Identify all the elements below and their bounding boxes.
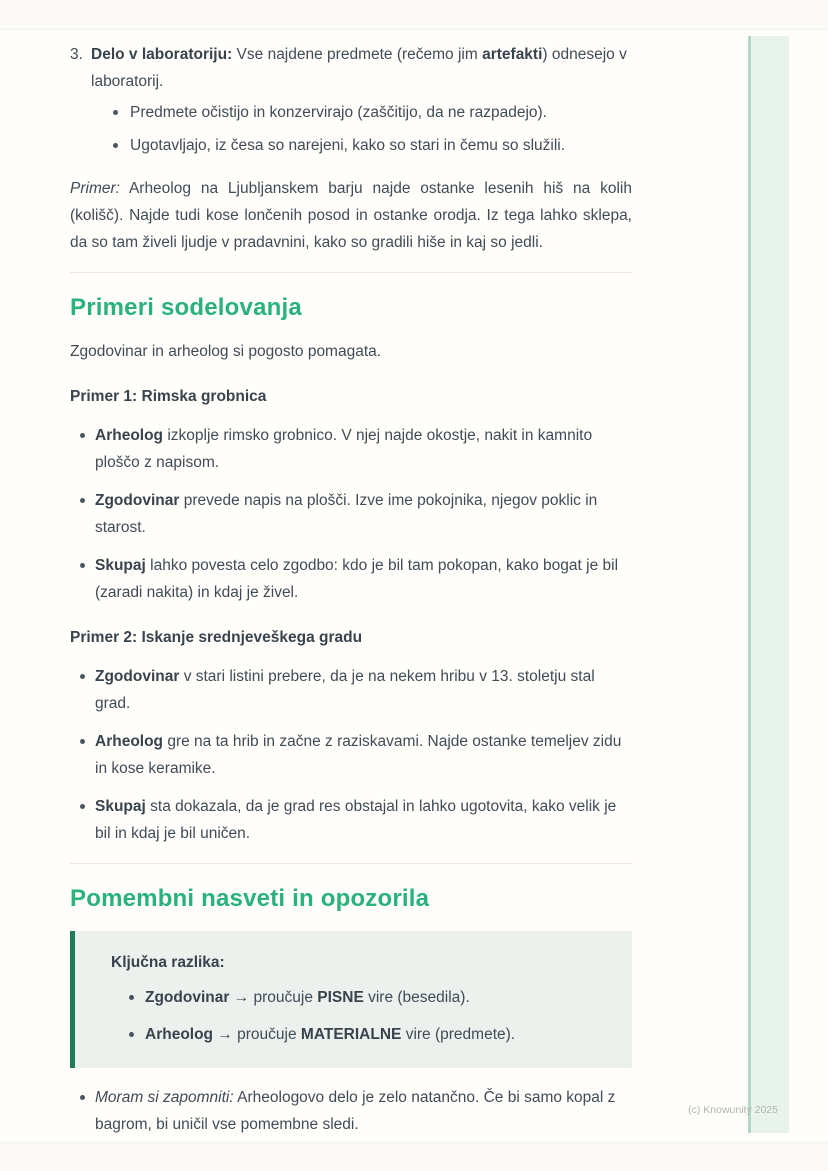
section-divider: [70, 863, 632, 864]
bullet-arrow-text: → proučuje: [229, 989, 318, 1006]
step-text-mid: Vse najdene predmete (rečemo jim: [232, 46, 483, 63]
example-text: Arheolog na Ljubljanskem barju najde ostanke lesenih hiš na kolih (kolišč). Najde tudi kose lončenih posod in ostanke orodja. Iz tega lahko sklepa, da so tam živeli ljudje v pradavnini, kako so gradili hiše in kaj so jedli.: [70, 180, 632, 251]
bullet-text: lahko povesta celo zgodbo: kdo je bil tam pokopan, kako bogat je bil (zaradi nakita) in kdaj je živel.: [95, 557, 619, 601]
section-title-collaboration: Primeri sodelovanja: [70, 294, 302, 321]
list-item: [145, 984, 608, 1011]
document-page: [0, 30, 828, 1142]
list-item: [95, 552, 632, 606]
step-title: Delo v laboratoriju:: [91, 46, 233, 63]
callout-bullet-list: [111, 984, 608, 1048]
step-number: 3.: [70, 46, 83, 63]
bullet-arrow-text: → proučuje: [213, 1026, 301, 1043]
bullet-lead: Skupaj: [95, 798, 146, 815]
note-text: Arheologovo delo je zelo natančno. Če bi samo kopal z bagrom, bi uničil vse pomembne sledi.: [95, 1089, 616, 1133]
example1-bullet-list: [70, 422, 632, 606]
note-lead: Moram si zapomniti:: [95, 1089, 234, 1106]
note-bullet-list: [70, 1084, 632, 1138]
list-item: [95, 663, 632, 717]
key-difference-callout: [70, 931, 632, 1068]
bullet-tail: vire (predmete).: [401, 1026, 516, 1043]
bullet-emphasis: MATERIALNE: [300, 1026, 402, 1043]
bullet-text: izkoplje rimsko grobnico. V njej najde okostje, nakit in kamnito ploščo z napisom.: [95, 427, 593, 471]
bullet-text: gre na ta hrib in začne z raziskavami. Najde ostanke temeljev zidu in kose keramike.: [95, 733, 622, 777]
section-title-advice: Pomembni nasveti in opozorila: [70, 885, 430, 912]
list-item: [95, 1084, 632, 1138]
list-item: [95, 728, 632, 782]
bullet-lead: Arheolog: [95, 427, 164, 444]
example2-title: Primer 2: Iskanje srednjeveškega gradu: [70, 629, 363, 646]
step-text: [91, 41, 632, 95]
document-content: [70, 36, 632, 1138]
step-emphasis: artefakti: [482, 46, 543, 63]
example1-title: Primer 1: Rimska grobnica: [70, 388, 267, 405]
copyright-watermark: (c) Knowunity 2025: [688, 1104, 778, 1116]
list-item: Ugotavljajo, iz česa so narejeni, kako so stari in čemu so služili.: [130, 132, 632, 159]
step-body: [91, 41, 632, 159]
bullet-text: v stari listini prebere, da je na nekem hribu v 13. stoletju stal grad.: [95, 668, 595, 712]
collaboration-intro: Zgodovinar in arheolog si pogosto pomagata.: [70, 343, 382, 360]
bullet-tail: vire (besedila).: [363, 989, 470, 1006]
callout-title: Ključna razlika:: [111, 954, 225, 971]
example-paragraph: [70, 175, 632, 256]
bullet-text: sta dokazala, da je grad res obstajal in lahko ugotovita, kako velik je bil in kdaj je bil uničen.: [95, 798, 617, 842]
step-bullet-list: [91, 99, 632, 159]
step-text-end: ) odnesejo v laboratorij.: [91, 46, 627, 90]
example2-bullet-list: [70, 663, 632, 847]
list-item: [95, 422, 632, 476]
bullet-lead: Zgodovinar: [145, 989, 230, 1006]
bullet-lead: Zgodovinar: [95, 492, 180, 509]
bullet-lead: Arheolog: [95, 733, 164, 750]
list-item: [95, 487, 632, 541]
bullet-lead: Arheolog: [145, 1026, 214, 1043]
numbered-step-3: [70, 41, 632, 159]
page-accent-bar: [748, 36, 789, 1133]
example-lead: Primer:: [70, 180, 120, 197]
bullet-lead: Skupaj: [95, 557, 146, 574]
section-divider: [70, 272, 632, 273]
bullet-lead: Zgodovinar: [95, 668, 180, 685]
list-item: [95, 793, 632, 847]
list-item: Predmete očistijo in konzervirajo (zaščitijo, da ne razpadejo).: [130, 99, 632, 126]
bullet-text: prevede napis na plošči. Izve ime pokojnika, njegov poklic in starost.: [95, 492, 598, 536]
bullet-emphasis: PISNE: [317, 989, 364, 1006]
list-item: [145, 1021, 608, 1048]
